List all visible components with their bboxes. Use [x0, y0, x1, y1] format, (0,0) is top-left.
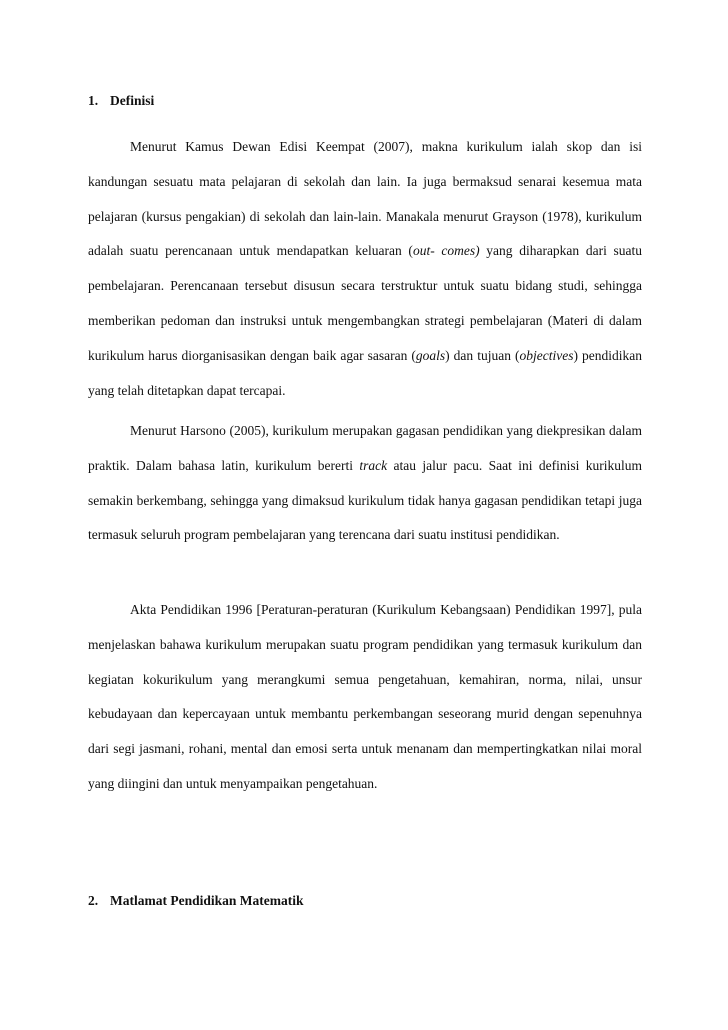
italic-term: track: [359, 457, 388, 473]
italic-term: goals: [415, 347, 446, 363]
text-run: atau jalur pacu. Saat ini definisi kurikulum semakin berkembang, sehingga yang dimaksud kurikulum tidak hanya gagasan pendidikan tetapi juga termasuk seluruh program pembelajaran yang terencana dari suatu institusi pendidikan.: [88, 457, 643, 543]
italic-term: out- comes): [412, 243, 480, 259]
text-run: ) dan tujuan (: [445, 347, 520, 363]
section-heading-definisi: [88, 93, 154, 109]
paragraph: [88, 593, 642, 802]
section-heading-matlamat: [88, 893, 304, 909]
paragraph: [88, 130, 642, 408]
section-title: Definisi: [110, 93, 155, 108]
text-run: Akta Pendidikan 1996 [Peraturan-peraturan (Kurikulum Kebangsaan) Pendidikan 1997], pula menjelaskan bahawa kurikulum merupakan suatu program pendidikan yang termasuk kurikulum dan kegiatan kokurikulum yang merangkumi semua pengetahuan, kemahiran, norma, nilai, unsur kebudayaan dan kepercayaan untuk membantu perkembangan seseorang murid dengan sepenuhnya dari segi jasmani, rohani, mental dan emosi serta untuk menanam dan mempertingkatkan nilai moral yang diingini dan untuk menyampaikan pengetahuan.: [88, 602, 642, 791]
text-run: Menurut Harsono (2005), kurikulum merupakan gagasan pendidikan yang diekpresikan dalam praktik. Dalam bahasa latin, kurikulum bererti: [88, 423, 642, 473]
paragraph: [88, 414, 642, 553]
section-title: Matlamat Pendidikan Matematik: [110, 893, 304, 908]
section-number: 2.: [88, 893, 99, 908]
section-number: 1.: [88, 93, 99, 108]
text-run: ) pendidikan yang telah ditetapkan dapat tercapai.: [88, 347, 642, 398]
italic-term: objectives: [519, 347, 574, 363]
text-run: Menurut Kamus Dewan Edisi Keempat (2007), makna kurikulum ialah skop dan isi kandungan sesuatu mata pelajaran di sekolah dan lain. Ia juga bermaksud senarai kesemua mata pelajaran (kursus pengakian) di sekolah dan lain-lain. Manakala menurut Grayson (1978), kurikulum adalah suatu perencanaan untuk mendapatkan keluaran (: [88, 139, 642, 259]
text-run: yang diharapkan dari suatu pembelajaran. Perencanaan tersebut disusun secara terstruktur untuk suatu bidang studi, sehingga memberikan pedoman dan instruksi untuk mengembangkan strategi pembelajaran (Materi di dalam kurikulum harus diorganisasikan dengan baik agar sasaran (: [88, 243, 643, 363]
